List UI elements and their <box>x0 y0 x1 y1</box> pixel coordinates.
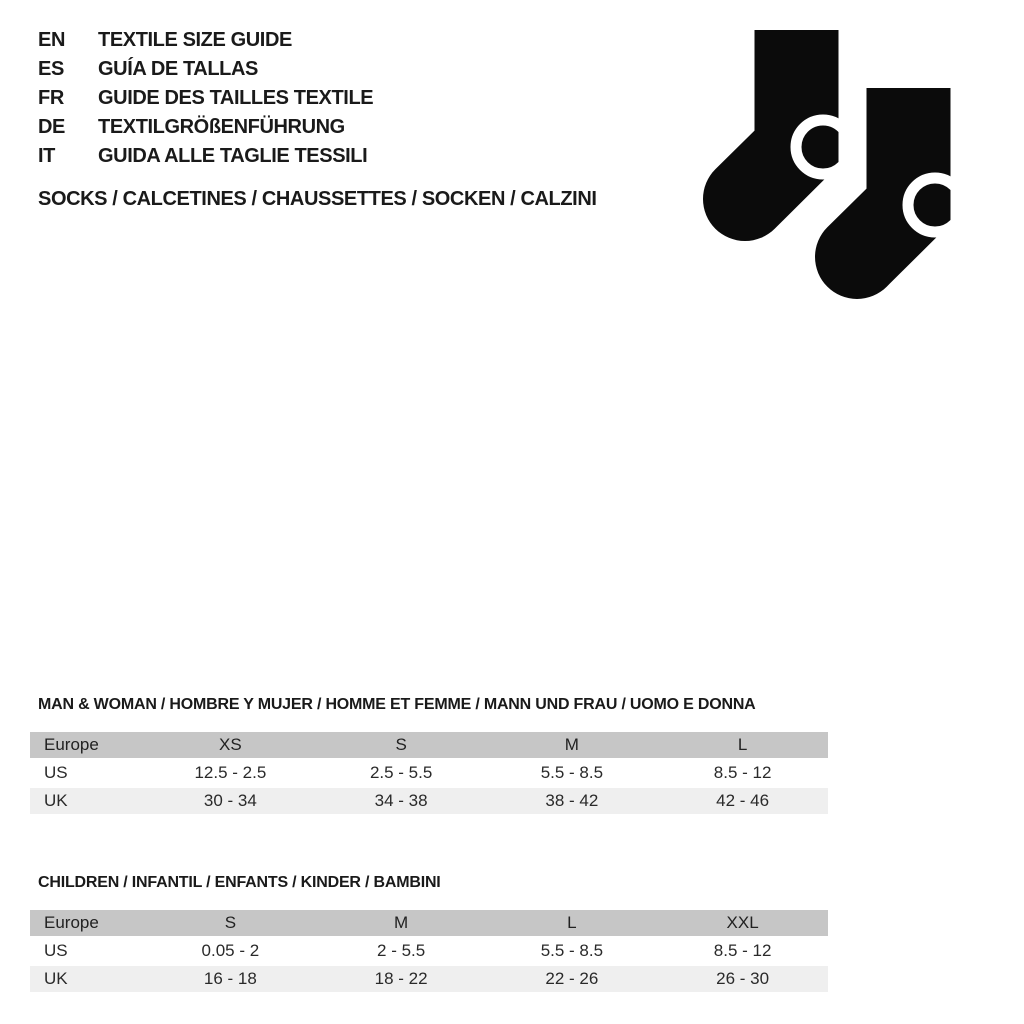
language-row-es <box>38 55 373 84</box>
row-label: US <box>44 763 68 782</box>
table-header-row <box>30 910 828 936</box>
column-header-size-m: M <box>394 913 409 932</box>
size-value: 42 - 46 <box>716 791 770 810</box>
size-value: 5.5 - 8.5 <box>540 763 604 782</box>
column-header-size-s: S <box>395 735 407 754</box>
size-value: 26 - 30 <box>716 969 770 988</box>
language-label: GUIDE DES TAILLES TEXTILE <box>98 87 374 109</box>
category-line: SOCKS / CALCETINES / CHAUSSETTES / SOCKEN / CALZINI <box>38 188 597 210</box>
language-code: EN <box>38 29 65 51</box>
size-value: 30 - 34 <box>203 791 257 810</box>
size-value: 8.5 - 12 <box>713 941 772 960</box>
language-code: ES <box>38 58 64 80</box>
size-value: 2 - 5.5 <box>377 941 426 960</box>
table-row-us <box>30 760 828 786</box>
column-header-region: Europe <box>44 913 99 932</box>
language-code: DE <box>38 116 65 138</box>
size-value: 12.5 - 2.5 <box>194 763 267 782</box>
language-title-block <box>38 26 373 171</box>
size-value: 5.5 - 8.5 <box>540 941 604 960</box>
language-label: TEXTILE SIZE GUIDE <box>98 29 292 51</box>
column-header-size-xxl: XXL <box>726 913 759 932</box>
language-row-it <box>38 142 373 171</box>
size-table-man-woman <box>30 696 828 816</box>
table-row-us <box>30 938 828 964</box>
table-title-children: CHILDREN / INFANTIL / ENFANTS / KINDER / BAMBINI <box>38 874 441 891</box>
table-row-uk <box>30 966 828 992</box>
language-label: GUÍA DE TALLAS <box>98 58 258 80</box>
size-value: 22 - 26 <box>545 969 599 988</box>
language-code: IT <box>38 145 55 167</box>
row-label: UK <box>44 969 68 988</box>
table-row-uk <box>30 788 828 814</box>
column-header-size-l: L <box>737 735 748 754</box>
size-value: 8.5 - 12 <box>713 763 772 782</box>
language-code: FR <box>38 87 64 109</box>
language-label: GUIDA ALLE TAGLIE TESSILI <box>98 145 368 167</box>
row-label: UK <box>44 791 68 810</box>
language-row-fr <box>38 84 373 113</box>
language-row-de <box>38 113 373 142</box>
sock-left-shape <box>703 30 839 241</box>
size-value: 0.05 - 2 <box>201 941 260 960</box>
column-header-size-xs: XS <box>219 735 242 754</box>
size-value: 18 - 22 <box>374 969 428 988</box>
column-header-region: Europe <box>44 735 99 754</box>
column-header-size-m: M <box>564 735 579 754</box>
size-value: 34 - 38 <box>374 791 428 810</box>
column-header-size-l: L <box>567 913 577 932</box>
socks-icon <box>690 20 970 310</box>
table-header-row <box>30 732 828 758</box>
column-header-size-s: S <box>224 913 237 932</box>
language-label: TEXTILGRÖßENFÜHRUNG <box>98 116 345 138</box>
size-value: 38 - 42 <box>545 791 599 810</box>
language-row-en <box>38 26 373 55</box>
size-value: 2.5 - 5.5 <box>369 763 433 782</box>
row-label: US <box>44 941 68 960</box>
size-value: 16 - 18 <box>203 969 257 988</box>
size-table-children <box>30 874 828 994</box>
table-title-man-woman: MAN & WOMAN / HOMBRE Y MUJER / HOMME ET FEMME / MANN UND FRAU / UOMO E DONNA <box>38 696 756 713</box>
